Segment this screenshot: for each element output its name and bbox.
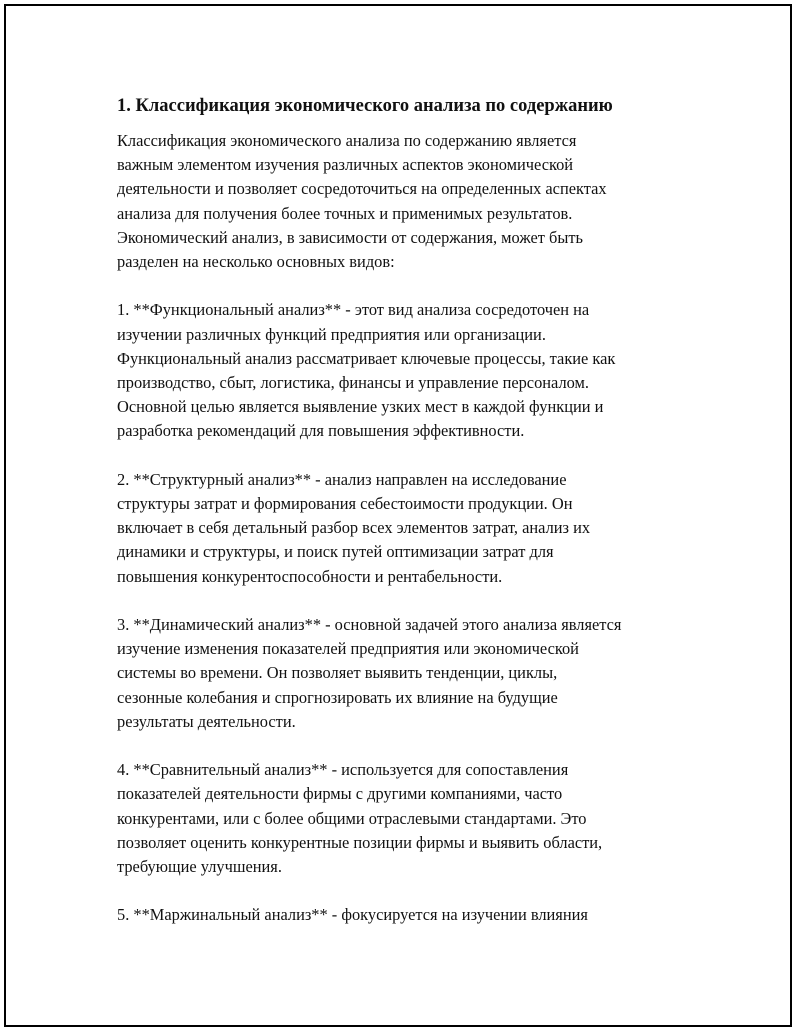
text-line: позволяет оценить конкурентные позиции фирмы и выявить области, bbox=[117, 832, 603, 852]
text-line: системы во времени. Он позволяет выявить тенденции, циклы, bbox=[117, 663, 558, 683]
text-line: деятельности и позволяет сосредоточиться на определенных аспектах bbox=[117, 179, 607, 199]
intro-paragraph bbox=[117, 129, 692, 274]
text-line: Функциональный анализ рассматривает ключевые процессы, такие как bbox=[117, 348, 616, 368]
text-line: анализа для получения более точных и применимых результатов. bbox=[117, 203, 573, 223]
text-line: Основной целью является выявление узких мест в каждой функции и bbox=[117, 397, 604, 417]
text-line: 3. **Динамический анализ** - основной задачей этого анализа является bbox=[117, 615, 622, 635]
dynamic-analysis-paragraph bbox=[117, 613, 692, 734]
text-line: повышения конкурентоспособности и рентабельности. bbox=[117, 566, 503, 586]
structural-analysis-paragraph bbox=[117, 468, 692, 589]
text-line: Экономический анализ, в зависимости от содержания, может быть bbox=[117, 227, 583, 247]
text-line: 1. **Функциональный анализ** - этот вид анализа сосредоточен на bbox=[117, 300, 590, 320]
text-line: 2. **Структурный анализ** - анализ направлен на исследование bbox=[117, 469, 567, 489]
text-line: конкурентами, или с более общими отраслевыми стандартами. Это bbox=[117, 808, 587, 828]
text-line: важным элементом изучения различных аспектов экономической bbox=[117, 155, 574, 175]
functional-analysis-paragraph bbox=[117, 298, 692, 443]
text-line: производство, сбыт, логистика, финансы и управление персоналом. bbox=[117, 373, 589, 393]
text-line: 4. **Сравнительный анализ** - используется для сопоставления bbox=[117, 760, 569, 780]
marginal-analysis-paragraph bbox=[117, 903, 692, 927]
text-line: результаты деятельности. bbox=[117, 711, 296, 731]
text-line: 5. **Маржинальный анализ** - фокусируется на изучении влияния bbox=[117, 905, 588, 925]
text-line: изучение изменения показателей предприятия или экономической bbox=[117, 639, 579, 659]
text-line: Классификация экономического анализа по содержанию является bbox=[117, 131, 577, 150]
text-line: показателей деятельности фирмы с другими компаниями, часто bbox=[117, 784, 563, 804]
section-heading: 1. Классификация экономического анализа по содержанию bbox=[117, 96, 613, 116]
text-line: изучении различных функций предприятия или организации. bbox=[117, 324, 546, 344]
text-line: динамики и структуры, и поиск путей оптимизации затрат для bbox=[117, 542, 554, 562]
text-line: сезонные колебания и спрогнозировать их влияние на будущие bbox=[117, 687, 558, 707]
text-line: разработка рекомендаций для повышения эффективности. bbox=[117, 421, 525, 441]
text-line: включает в себя детальный разбор всех элементов затрат, анализ их bbox=[117, 518, 591, 538]
text-line: разделен на несколько основных видов: bbox=[117, 252, 395, 272]
text-line: требующие улучшения. bbox=[117, 857, 282, 877]
comparative-analysis-paragraph bbox=[117, 758, 692, 879]
document-body bbox=[117, 93, 692, 928]
text-line: структуры затрат и формирования себестоимости продукции. Он bbox=[117, 494, 573, 514]
